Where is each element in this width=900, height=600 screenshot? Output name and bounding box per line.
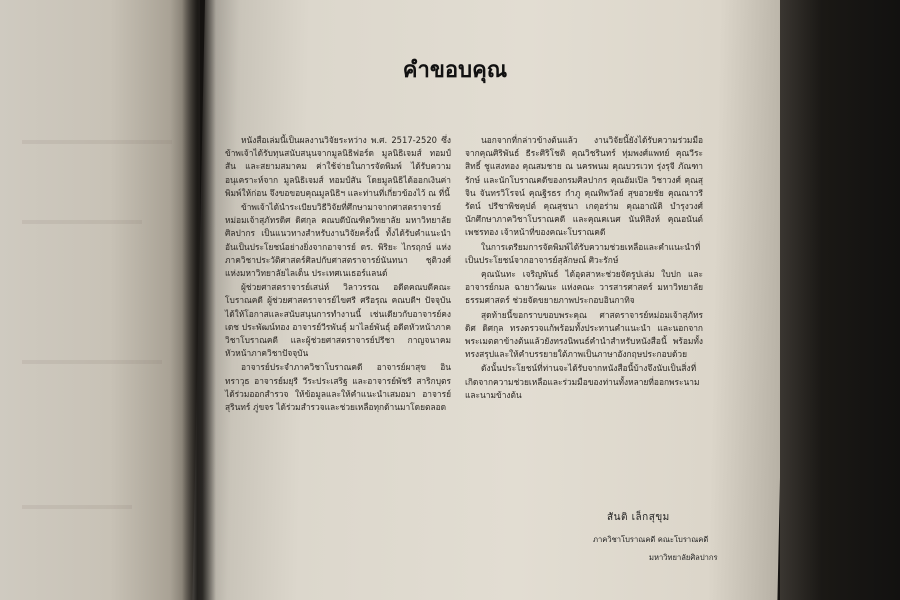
faded-text-line [22,360,162,364]
signature-position: ภาควิชาโบราณคดี คณะโบราณคดี [593,535,709,544]
paragraph: ในการเตรียมการจัดพิมพ์ได้รับความช่วยเหลือและคำแนะนำที่เป็นประโยชน์จากอาจารย์สุลักษณ์ ศิวะรักษ์ [465,241,701,265]
left-text-column [225,134,451,415]
faded-text-line [22,505,132,509]
page-title: คำขอบคุณ [402,58,508,83]
faded-text-line [22,220,142,224]
page-content [205,0,790,600]
right-text-column [465,134,703,403]
left-book-page [0,0,200,600]
dark-background [780,0,900,600]
paragraph: นอกจากที่กล่าวข้างต้นแล้ว งานวิจัยนี้ยังได้รับความร่วมมือจากคุณศิริพันธ์ ธีระศิริโชติ คุณวิชรินทร์ ทุ่มพงศ์แพทย์ คุณวีระสิทธิ์ ชูแสงทอง คุณสมชาย ณ นครพนม คุณบวรเวท รุ่งรุจี ภัณฑารักษ์ และนักโบราณคดีของกรมศิลปากร คุณอัมเปิล วิชาวงศ์ คุณสุจิน จันทรวิโรจน์ คุณฐิรธร กำภู คุณทิพวัลย์ สุขอวยชัย คุณณาวรีรัตน์ ปรีชาพิชคุปต์ คุณสุชนา เกตุอร่าม คุณอาณัติ บำรุงวงศ์นักศึกษาภาควิชาโบราณคดี และคุณคเนศ นันทิสิงห์ คุณอนันต์ เพชรทอง เจ้าหน้าที่ของคณะโบราณคดี [465,135,703,238]
faded-text-line [22,140,172,144]
paragraph: หนังสือเล่มนี้เป็นผลงานวิจัยระหว่าง พ.ศ. 2517-2520 ซึ่งข้าพเจ้าได้รับทุนสนับสนุนจากมูลนิธิฟอร์ด มูลนิธิเจมส์ ทอมป์สัน และสยามสมาคม ค่าใช้จ่ายในการจัดพิมพ์ ได้รับความอนุเคราะห์จาก มูลนิธิเจมส์ ทอมป์สัน โดยมูลนิธิได้ออกเงินค่าพิมพ์ให้ก่อน จึงขอขอบคุณมูลนิธิฯ และท่านที่เกี่ยวข้องไว้ ณ ที่นี้ [225,135,451,198]
signature-institution: มหาวิทยาลัยศิลปากร [649,553,718,562]
paragraph: อาจารย์ประจำภาควิชาโบราณคดี อาจารย์ผาสุข อินทราวุธ อาจารย์มยุรี วีระประเสริฐ และอาจารย์พัชรี สาริกบุตร ได้ร่วมออกสำรวจ ให้ข้อมูลและให้คำแนะนำเสมอมา อาจารย์สุรินทร์ ภู่ขจร ได้ร่วมสำรวจและช่วยเหลือทุกด้านมาโดยตลอด [225,362,451,413]
signature-name: สันติ เล็กสุขุม [607,512,670,523]
paragraph: ผู้ช่วยศาสตราจารย์เสน่ห์ วิลาวรรณ อดีตคณบดีคณะโบราณคดี ผู้ช่วยศาสตราจารย์ไขศรี ศรีอรุณ คณบดีฯ ปัจจุบัน ได้ให้โอกาสและสนับสนุนการทำงานนี้ เช่นเดียวกับอาจารย์คงเดช ประพัฒน์ทอง อาจารย์วีรพันธุ์ มาไลย์พันธุ์ อดีตหัวหน้าภาควิชาโบราณคดี และผู้ช่วยศาสตราจารย์ปรีชา กาญจนาคม หัวหน้าภาควิชาปัจจุบัน [225,282,451,359]
paragraph: ข้าพเจ้าได้นำระเบียบวิธีวิจัยที่ศึกษามาจากศาสตราจารย์หม่อมเจ้าสุภัทรดิศ ดิศกุล คณบดีบัณฑิตวิทยาลัย มหาวิทยาลัยศิลปากร เป็นแนวทางสำหรับงานวิจัยครั้งนี้ ทั้งได้รับคำแนะนำอันเป็นประโยชน์อย่างยิ่งจากอาจารย์ ดร. พิริยะ ไกรฤกษ์ แห่งภาควิชาประวัติศาสตร์ศิลปกับศาสตราจารย์นันทนา ชุติวงศ์ แห่งมหาวิทยาลัยไลเด็น ประเทศเนเธอร์แลนด์ [225,202,451,279]
paragraph: สุดท้ายนี้ขอกราบขอบพระคุณ ศาสตราจารย์หม่อมเจ้าสุภัทรดิศ ดิศกุล ทรงตรวจแก้พร้อมทั้งประทานคำแนะนำ และนอกจากพระเมตตาข้างต้นแล้วยังทรงนิพนธ์คำนำสำหรับหนังสือนี้ พร้อมทั้งทรงสรุปและให้คำบรรยายใต้ภาพเป็นภาษาอังกฤษประกอบด้วย [465,309,703,360]
paragraph: ดังนั้นประโยชน์ที่ท่านจะได้รับจากหนังสือนี้บ้างจึงนับเป็นสิ่งที่เกิดจากความช่วยเหลือและร่วมมือของท่านทั้งหลายที่ออกพระนามและนามข้างต้น [465,363,700,400]
paragraph: คุณนันทะ เจริญพันธ์ ได้อุตสาหะช่วยจัดรูปเล่ม ใบปก และอาจารย์กมล ฉายาวัฒนะ แห่งคณะ วารสารศาสตร์ มหาวิทยาลัยธรรมศาสตร์ ช่วยจัดขยายภาพประกอบอินกาทิจ [465,269,703,306]
